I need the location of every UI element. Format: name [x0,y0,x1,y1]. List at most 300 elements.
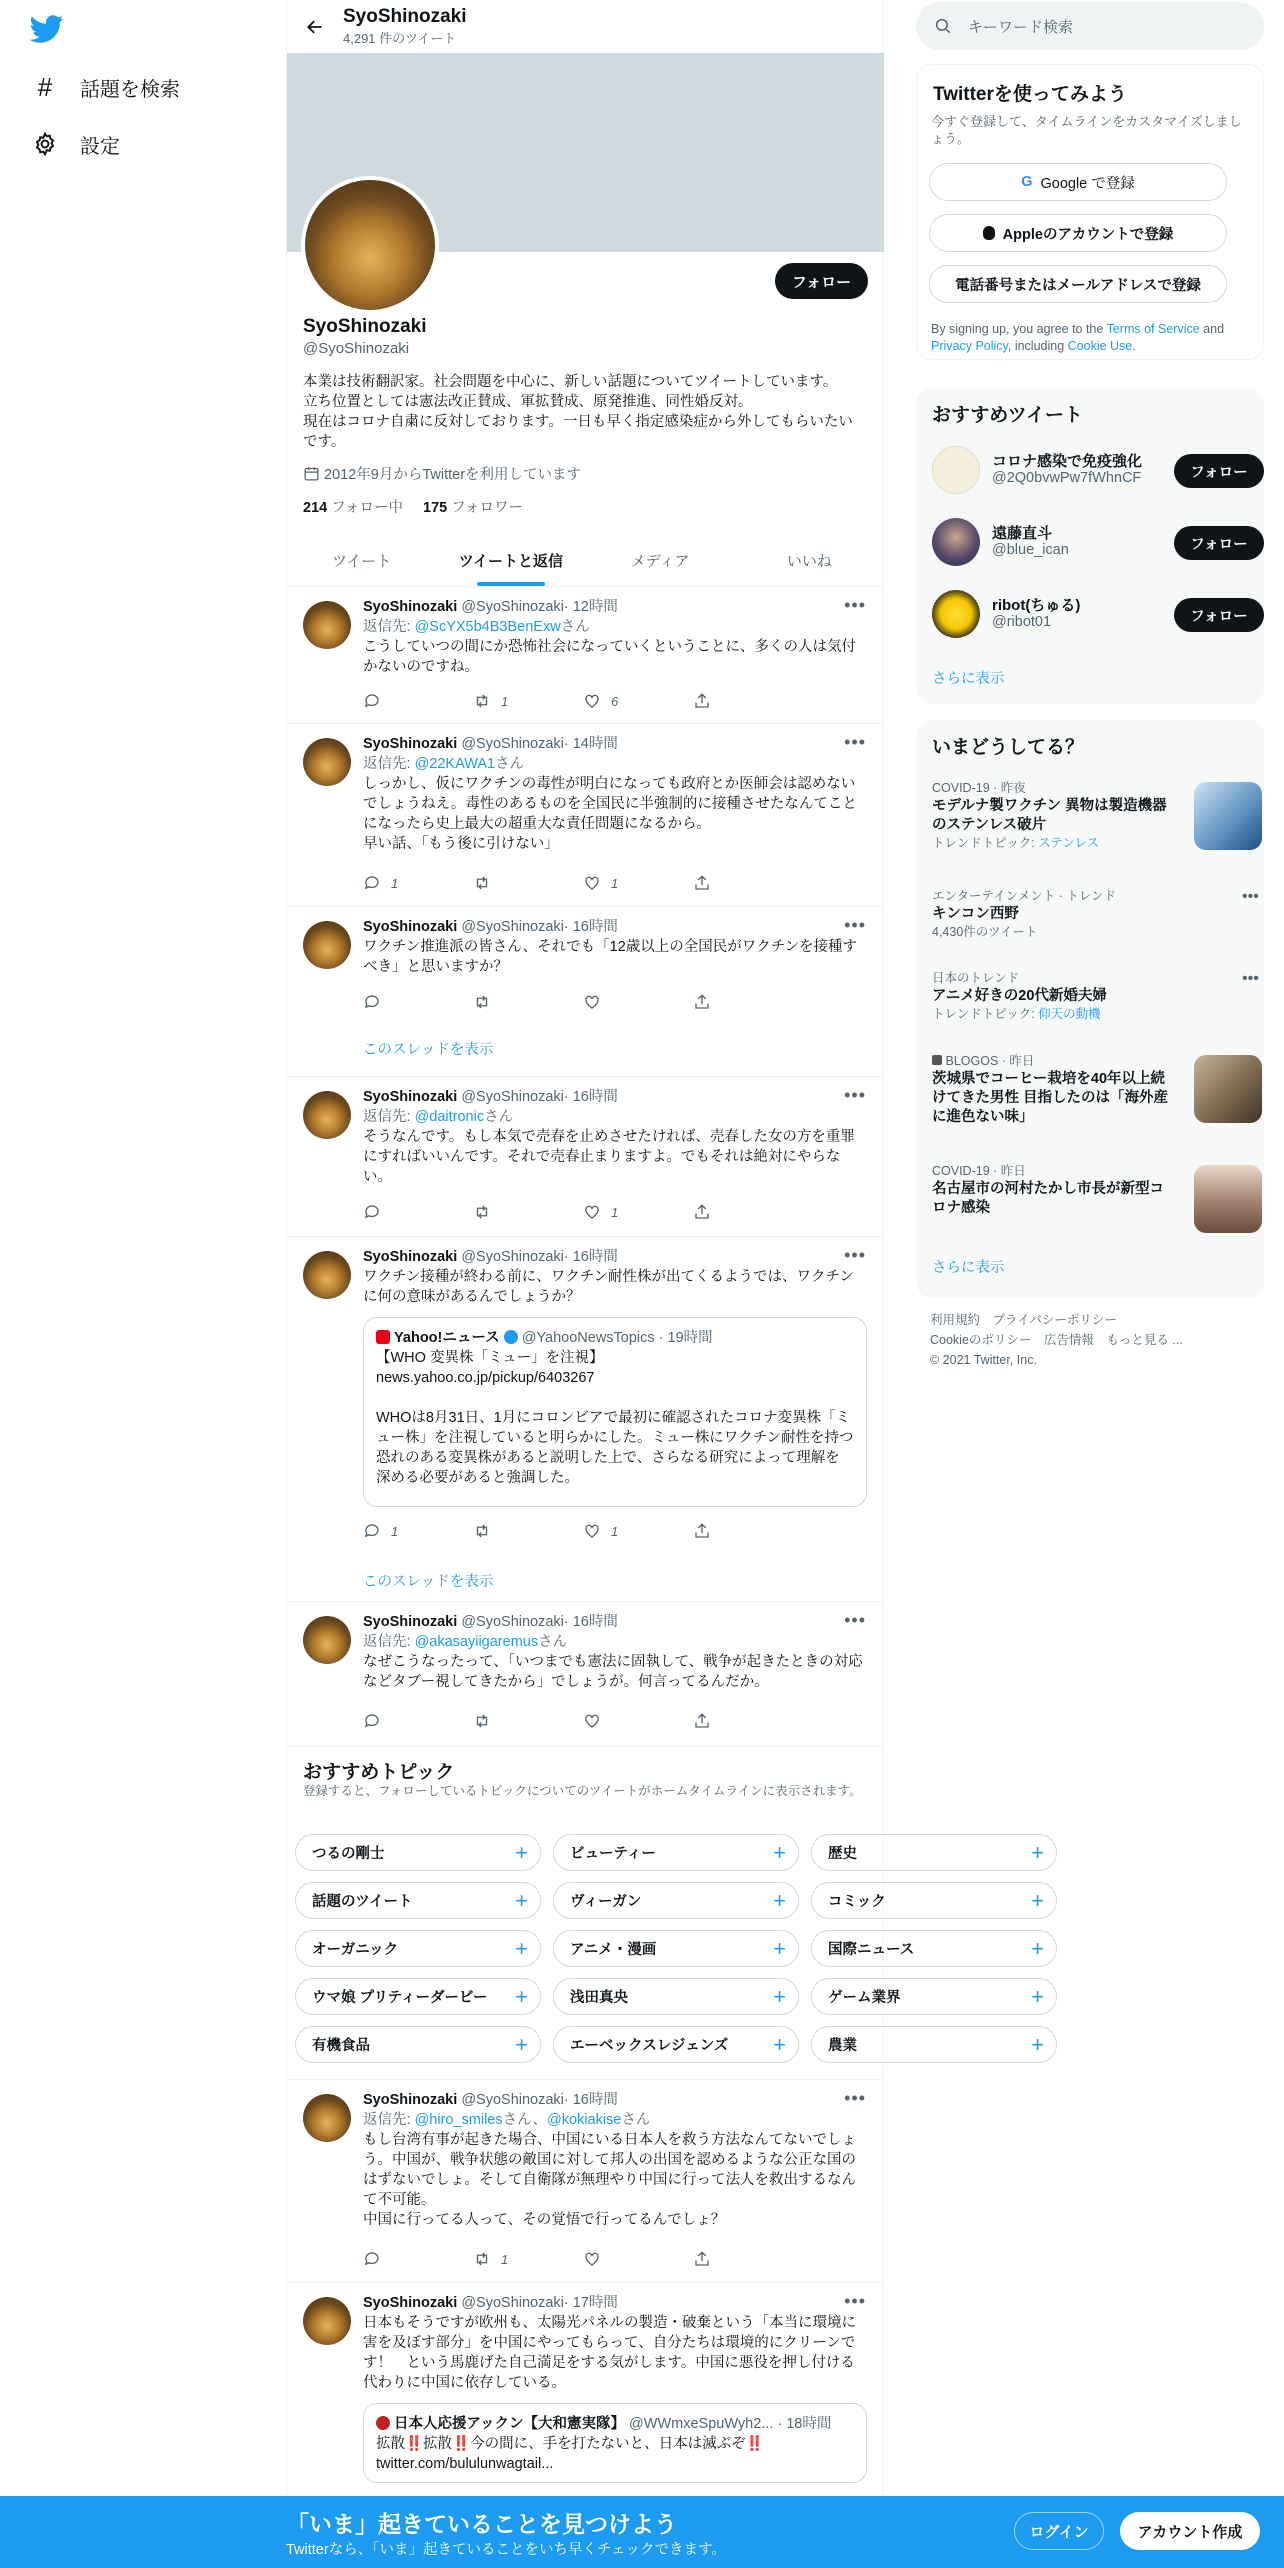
tweet[interactable] [287,724,884,907]
share-icon [693,874,711,892]
topic-chip[interactable] [811,1930,1057,1967]
search-box[interactable] [916,2,1264,50]
tweet[interactable] [287,2283,884,2496]
apple-signup-button[interactable] [929,214,1227,252]
topic-chip[interactable] [811,2026,1057,2063]
heart-icon [583,1203,601,1221]
topic-chip[interactable] [553,1930,799,1967]
user-name[interactable]: コロナ感染で免疫強化 [992,453,1143,470]
more-options-icon[interactable]: ••• [844,595,866,615]
tweet-avatar[interactable] [303,1616,351,1664]
trend-item[interactable] [932,780,1252,852]
topic-chip[interactable] [553,1882,799,1919]
tweet-author-name[interactable]: SyoShinozaki [363,599,458,615]
tweet-avatar[interactable] [303,738,351,786]
following-label: フォロー中 [331,500,404,516]
reply-context [363,754,867,774]
tweet-actions [363,1712,803,1730]
bottom-signup-bar [0,2496,1284,2568]
quoted-tweet[interactable] [363,1317,867,1507]
reply-button[interactable] [363,1522,473,1540]
reply-context [363,617,867,637]
tweet-author-name[interactable]: SyoShinozaki [363,1249,458,1265]
tweet-text: 日本もそうですが欧州も、太陽光パネルの製造・破棄という「本当に環境に害を及ぼす部分」を中国にやってもらって、自分たちは環境的にクリーンです！ という馬鹿げた自己満足をする気がします。中国に悪役を押し付ける代わりに中国に依存している。 [363,2315,856,2391]
tweet-avatar[interactable] [303,921,351,969]
user-name[interactable]: 遠藤直斗 [992,525,1053,542]
terms-text: . [1132,339,1136,353]
tweet-avatar[interactable] [303,2297,351,2345]
show-thread-link[interactable]: このスレッドを表示 [363,1042,494,1058]
hashtag-icon: # [37,71,53,102]
cookie-use-link[interactable]: Cookie Use [1067,339,1133,353]
like-button[interactable] [583,692,693,710]
nav-explore[interactable] [32,67,180,107]
tab-media[interactable]: メディア [630,552,690,570]
tweet-text: ワクチン推進派の皆さん、それでも「12歳以上の全国民がワクチンを接種すべき」と思いますか？ [363,939,858,975]
trend-item[interactable] [932,970,1259,1023]
reply-suffix: さん [484,1109,514,1125]
plus-icon[interactable]: + [1031,1935,1044,1961]
like-button[interactable] [583,1712,693,1730]
profile-counts [303,496,523,517]
tweet-author-handle[interactable]: @SyoShinozaki [461,2092,564,2108]
signup-terms [931,321,1251,355]
topic-chip[interactable] [553,1978,799,2015]
tweet-text: そうなんです。もし本気で売春を止めさせたければ、売春した女の方を重罪にすればいいんです。それで売春止まりますよ。でもそれは絶対にやらない。 [363,1129,855,1185]
tweet-time[interactable]: · 16時間 [563,1249,618,1265]
yahoo-news-icon [376,1330,390,1344]
reply-prefix: 返信先: [363,756,415,772]
tweet[interactable] [287,2080,884,2283]
like-button[interactable] [583,1522,693,1540]
like-count: 1 [611,1523,619,1539]
header-name: SyoShinozaki [343,6,467,27]
search-input[interactable]: キーワード検索 [968,18,1074,36]
share-button[interactable] [693,874,803,892]
profile-header-bar [287,0,883,53]
profile-joined [303,463,581,484]
tweet-actions [363,874,803,892]
retweet-button[interactable] [473,874,583,892]
tweet-text: しっかし、仮にワクチンの毒性が明白になっても政府とか医師会は認めないでしょうねえ。毒性のあるものを全国民に半強制的に接種させたなんてことになったら史上最大の超重大な責任問題になるから。 早い話、「もう後に引けない」 [363,776,857,852]
tweet-actions [363,1203,803,1221]
trend-image [1194,782,1262,850]
tweet-author-handle[interactable]: @SyoShinozaki [461,1249,564,1265]
share-button[interactable] [693,1203,803,1221]
reply-to-link[interactable]: @hiro_smiles [414,2112,503,2128]
quoted-tweet[interactable] [363,2403,867,2483]
tweet[interactable] [287,1237,884,1602]
reply-mid: さん、 [502,2112,547,2128]
profile-tabs [287,534,884,587]
signup-card [916,64,1264,360]
trend-sub-label: 4,430件のツイート [932,925,1038,939]
tweet-avatar[interactable] [303,1091,351,1139]
like-button[interactable] [583,993,693,1011]
topic-label: ビューティー [570,1846,656,1862]
plus-icon[interactable]: + [1031,1887,1044,1913]
plus-icon[interactable]: + [773,1983,786,2009]
share-icon [693,1522,711,1540]
topics-title: おすすめトピック [303,1762,455,1783]
plus-icon[interactable]: + [773,1935,786,1961]
tweet-actions [363,1522,803,1540]
calendar-icon [303,465,320,482]
like-button[interactable] [583,1203,693,1221]
user-avatar[interactable] [932,590,980,638]
topic-label: 歴史 [828,1846,857,1862]
share-icon [693,692,711,710]
topic-label: つるの剛士 [312,1846,385,1862]
trend-context: 日本のトレンド [932,971,1020,985]
topic-chip[interactable] [295,2026,541,2063]
tweet[interactable] [287,1602,884,1747]
retweet-button[interactable] [473,2250,583,2268]
trend-image [1194,1165,1262,1233]
heart-icon [583,2250,601,2268]
tweet-author-handle[interactable]: @SyoShinozaki [461,736,564,752]
gear-icon [32,131,58,157]
google-signup-button[interactable] [929,163,1227,201]
retweet-button[interactable] [473,993,583,1011]
tweet-text: もし台湾有事が起きた場合、中国にいる日本人を救う方法なんてないでしょう。中国が、戦争状態の敵国に対して邦人の出国を認めるような公正な国のはずないでしょ。そして自衛隊が無理やり中国に行って法人を救出するなんて不可能。 中国に行ってる人って、その覚悟で行ってるんでしょ？ [363,2132,856,2228]
apple-signup-label: Appleのアカウントで登録 [1002,226,1174,243]
trend-name: モデルナ製ワクチン 異物は製造機器のステンレス破片 [932,798,1167,833]
share-button[interactable] [693,993,803,1011]
tweet-author-name[interactable]: SyoShinozaki [363,1614,458,1630]
tweet-time[interactable]: · 16時間 [563,1089,618,1105]
topic-row [295,1834,1057,1871]
trend-name: 茨城県でコーヒー栽培を40年以上続けてきた男性 目指したのは「海外産に進色ない味」 [932,1071,1169,1125]
share-button[interactable] [693,692,803,710]
retweet-button[interactable] [473,1203,583,1221]
reply-to-link[interactable]: @22KAWA1 [414,756,496,772]
user-handle[interactable]: @blue_ican [992,542,1069,558]
followers-link[interactable] [423,496,523,517]
topic-chip[interactable] [295,1978,541,2015]
plus-icon[interactable]: + [1031,2031,1044,2057]
tweet-avatar[interactable] [303,601,351,649]
tweet[interactable] [287,907,884,1077]
tab-tweets-and-replies[interactable]: ツイートと返信 [436,534,585,586]
signup-description: 今すぐ登録して、タイムラインをカスタマイズしましょう。 [931,114,1242,146]
quote-author-name: 日本人応援アックン【大和憲実隊】 [394,2416,626,2432]
topic-row [295,2026,1057,2063]
plus-icon[interactable]: + [515,1983,528,2009]
topic-chip[interactable] [295,1834,541,1871]
topic-row [295,1882,1057,1919]
google-signup-label: Google で登録 [1040,175,1135,192]
profile-bio: 本業は技術翻訳家。社会問題を中心に、新しい話題についてツイートしています。 立ち位置としては憲法改正賛成、軍拡賛成、原発推進、同性婚反対。 現在はコロナ自粛に反対しております。一日も早く指定感染症から外してもらいたいです。 [303,374,853,450]
quote-author-handle: @YahooNewsTopics [521,1330,655,1346]
topic-chip[interactable] [811,1882,1057,1919]
plus-icon[interactable]: + [773,2031,786,2057]
share-button[interactable] [693,2250,803,2268]
quote-avatar [376,2416,390,2430]
reply-icon [363,993,381,1011]
reply-icon [363,1203,381,1221]
trend-item[interactable] [932,1163,1252,1218]
tweet-time[interactable]: · 16時間 [563,2092,618,2108]
trend-sub-link[interactable]: 仰天の動機 [1038,1007,1101,1021]
reply-button[interactable] [363,993,473,1011]
tweet[interactable] [287,1077,884,1237]
trend-context: エンターテインメント · トレンド [932,889,1117,903]
reply-button[interactable] [363,692,473,710]
recommended-user[interactable] [932,590,1252,638]
retweet-icon [473,692,491,710]
footer-line[interactable]: Cookieのポリシー 広告情報 もっと見る ... [930,1333,1183,1347]
profile-name: SyoShinozaki [303,316,427,337]
nav-settings[interactable] [32,124,120,164]
like-button[interactable] [583,874,693,892]
signup-title: Twitterを使ってみよう [933,84,1127,105]
terms-text: and [1199,322,1225,336]
rec-title: おすすめツイート [932,405,1083,426]
retweet-button[interactable] [473,1712,583,1730]
back-arrow-icon[interactable] [287,17,343,37]
trend-sub-link[interactable]: ステンレス [1038,836,1100,850]
retweet-count: 1 [501,693,509,709]
topic-row [295,1930,1057,1967]
more-options-icon[interactable]: ••• [844,1610,866,1630]
reply-button[interactable] [363,874,473,892]
privacy-policy-link[interactable]: Privacy Policy [931,339,1008,353]
share-icon [693,1712,711,1730]
trend-context: COVID-19 · 昨夜 [932,781,1026,795]
retweet-icon [473,1712,491,1730]
reply-to-link[interactable]: @akasayiigaremus [414,1634,539,1650]
nav-settings-label: 設定 [80,135,120,158]
tweet-time[interactable]: · 12時間 [563,599,618,615]
recommended-users-card [916,388,1264,704]
topic-chip[interactable] [811,1978,1057,2015]
reply-prefix: 返信先: [363,1109,415,1125]
phone-signup-label: 電話番号またはメールアドレスで登録 [955,277,1201,294]
trend-sub-label: トレンドトピック: [932,836,1039,850]
reply-context [363,2110,867,2130]
reply-icon [363,874,381,892]
quote-author-name: Yahoo!ニュース [394,1330,500,1346]
tweet-author-name[interactable]: SyoShinozaki [363,736,458,752]
retweet-icon [473,874,491,892]
topic-chip[interactable] [295,1882,541,1919]
reply-to-link-2[interactable]: @kokiakise [547,2112,622,2128]
profile-handle: @SyoShinozaki [303,340,410,357]
show-thread-link[interactable]: このスレッドを表示 [363,1574,494,1590]
reply-to-link[interactable]: @ScYX5b4B3BenExw [414,619,561,635]
terms-of-service-link[interactable]: Terms of Service [1106,322,1200,336]
follow-button[interactable]: フォロー [1174,454,1264,488]
heart-icon [583,874,601,892]
reply-button[interactable] [363,1203,473,1221]
topic-label: ゲーム業界 [828,1990,901,2006]
reply-suffix: さん [538,1634,568,1650]
follow-button[interactable]: フォロー [1174,598,1264,632]
reply-to-link[interactable]: @daitronic [414,1109,485,1125]
topic-chip[interactable] [553,1834,799,1871]
tweet-avatar[interactable] [303,2094,351,2142]
reply-button[interactable] [363,2250,473,2268]
bottom-subtext: Twitterなら、「いま」起きていることをいち早くチェックできます。 [286,2542,726,2558]
profile-avatar[interactable] [301,176,439,314]
like-count: 1 [611,1204,619,1220]
topic-row [295,1978,1057,2015]
tweet-author-handle[interactable]: @SyoShinozaki [461,2295,564,2311]
trend-context: BLOGOS · 昨日 [945,1054,1035,1068]
nav-explore-label: 話題を検索 [80,78,180,101]
heart-icon [583,993,601,1011]
quote-time: · 18時間 [777,2416,832,2432]
tweet-time[interactable]: · 14時間 [563,736,618,752]
quote-text: 【WHO 変異株「ミュー」を注視】 news.yahoo.co.jp/pickup/6403267 WHOは8月31日、1月にコロンビアで最初に確認されたコロナ変異株「ミュー株」を注視していると明らかにした。ミュー株にワクチン耐性を持つ恐れのある変異株があると説明した上で、さらなる研究によって理解を深める必要があると強調した。 [376,1350,854,1486]
trend-context: COVID-19 · 昨日 [932,1164,1026,1178]
show-more-link[interactable]: さらに表示 [932,1260,1005,1276]
more-options-icon[interactable]: ••• [844,1245,866,1265]
topic-label: 浅田真央 [570,1990,628,2006]
trend-item[interactable] [932,1053,1252,1127]
reply-count: 1 [391,875,399,891]
retweet-icon [473,1203,491,1221]
header-tweet-count: 4,291 件のツイート [343,31,457,46]
tweet-author-name[interactable]: SyoShinozaki [363,2295,458,2311]
reply-icon [363,1522,381,1540]
more-options-icon[interactable]: ••• [844,1085,866,1105]
plus-icon[interactable]: + [515,1935,528,1961]
user-avatar[interactable] [932,518,980,566]
user-handle[interactable]: @ribot01 [992,614,1052,630]
tweet-actions [363,692,803,710]
like-count: 1 [611,875,619,891]
tweet-author-handle[interactable]: @SyoShinozaki [461,599,564,615]
quote-author-handle: @WWmxeSpuWyh2... [629,2416,774,2432]
retweet-count: 1 [501,2251,509,2267]
tweet-time[interactable]: · 16時間 [563,919,618,935]
reply-icon [363,692,381,710]
terms-text: By signing up, you agree to the [931,322,1107,336]
share-button[interactable] [693,1522,803,1540]
topic-label: 農業 [828,2038,857,2054]
topic-chip[interactable] [295,1930,541,1967]
tweet-author-handle[interactable]: @SyoShinozaki [461,1614,564,1630]
more-options-icon[interactable]: ••• [844,2291,866,2311]
tweet-time[interactable]: · 16時間 [563,1614,618,1630]
topic-chip[interactable] [553,2026,799,2063]
trend-item[interactable] [932,888,1259,941]
twitter-logo-icon[interactable] [30,12,64,46]
tweet-author-name[interactable]: SyoShinozaki [363,2092,458,2108]
topic-label: コミック [828,1894,886,1910]
topic-label: ウマ娘 プリティーダービー [312,1990,488,2006]
topic-chip[interactable] [811,1834,1057,1871]
like-count: 6 [611,693,619,709]
tweet-author-handle[interactable]: @SyoShinozaki [461,1089,564,1105]
heart-icon [583,692,601,710]
trend-image [1194,1055,1262,1123]
show-more-link[interactable]: さらに表示 [932,671,1005,687]
tweet-avatar[interactable] [303,1251,351,1299]
tweet-author-name[interactable]: SyoShinozaki [363,1089,458,1105]
following-link[interactable] [303,496,403,517]
user-avatar[interactable] [932,446,980,494]
footer-line[interactable]: 利用規約 プライバシーポリシー [930,1313,1117,1327]
share-icon [693,1203,711,1221]
tweet-text: ワクチン接種が終わる前に、ワクチン耐性株が出てくるようでは、ワクチンに何の意味があるんでしょうか？ [363,1269,854,1305]
retweet-icon [473,1522,491,1540]
recommended-user[interactable] [932,446,1252,494]
topic-label: アニメ・漫画 [570,1942,657,1958]
share-button[interactable] [693,1712,803,1730]
followers-label: フォロワー [451,500,524,516]
tweet-time[interactable]: · 17時間 [563,2295,618,2311]
more-options-icon[interactable]: ••• [844,915,866,935]
more-options-icon[interactable]: ••• [844,732,866,752]
more-options-icon[interactable]: ••• [1242,970,1259,987]
retweet-button[interactable] [473,1522,583,1540]
tweet[interactable] [287,587,884,724]
trend-name: 名古屋市の河村たかし市長が新型コロナ感染 [932,1181,1164,1216]
tweet-author-name[interactable]: SyoShinozaki [363,919,458,935]
blogos-icon [932,1055,942,1065]
reply-prefix: 返信先: [363,2112,415,2128]
plus-icon[interactable]: + [773,1839,786,1865]
tab-likes[interactable]: いいね [786,552,832,570]
follow-button[interactable]: フォロー [1174,526,1264,560]
topic-label: エーベックスレジェンズ [570,2038,729,2054]
more-options-icon[interactable]: ••• [1242,888,1259,905]
terms-text: , including [1007,339,1068,353]
quote-time: · 19時間 [658,1330,713,1346]
create-account-button[interactable]: アカウント作成 [1120,2512,1260,2550]
topic-label: ヴィーガン [570,1894,642,1910]
reply-icon [363,2250,381,2268]
plus-icon[interactable]: + [515,1839,528,1865]
login-button[interactable]: ログイン [1014,2512,1104,2550]
profile-joined-text: 2012年9月からTwitterを利用しています [324,467,582,483]
user-handle[interactable]: @2Q0bvwPw7fWhnCF [992,470,1142,486]
topic-label: 国際ニュース [828,1942,915,1958]
verified-badge-icon [504,1330,518,1344]
reply-count: 1 [391,1523,399,1539]
bottom-headline: 「いま」起きていることを見つけよう [286,2511,677,2537]
retweet-button[interactable] [473,692,583,710]
reply-button[interactable] [363,1712,473,1730]
more-options-icon[interactable]: ••• [844,2088,866,2108]
reply-context [363,1632,867,1652]
followers-count: 175 [423,500,448,516]
heart-icon [583,1712,601,1730]
trend-name: キンコン西野 [932,906,1019,922]
tweet-text: こうしていつの間にか恐怖社会になっていくということに、多くの人は気付かないのですね。 [363,639,856,675]
following-count: 214 [303,500,328,516]
recommended-user[interactable] [932,518,1252,566]
phone-signup-button[interactable] [929,265,1227,303]
plus-icon[interactable]: + [515,1887,528,1913]
plus-icon[interactable]: + [1031,1983,1044,2009]
tweet-actions [363,2250,803,2268]
footer-links [930,1310,1230,1370]
plus-icon[interactable]: + [1031,1839,1044,1865]
tweet-author-handle[interactable]: @SyoShinozaki [461,919,564,935]
tab-tweets[interactable]: ツイート [331,552,392,570]
plus-icon[interactable]: + [773,1887,786,1913]
apple-icon [983,226,995,240]
like-button[interactable] [583,2250,693,2268]
reply-context [363,1107,867,1127]
user-name[interactable]: ribot(ちゅる) [992,597,1081,614]
plus-icon[interactable]: + [515,2031,528,2057]
profile-follow-button[interactable]: フォロー [775,263,868,299]
